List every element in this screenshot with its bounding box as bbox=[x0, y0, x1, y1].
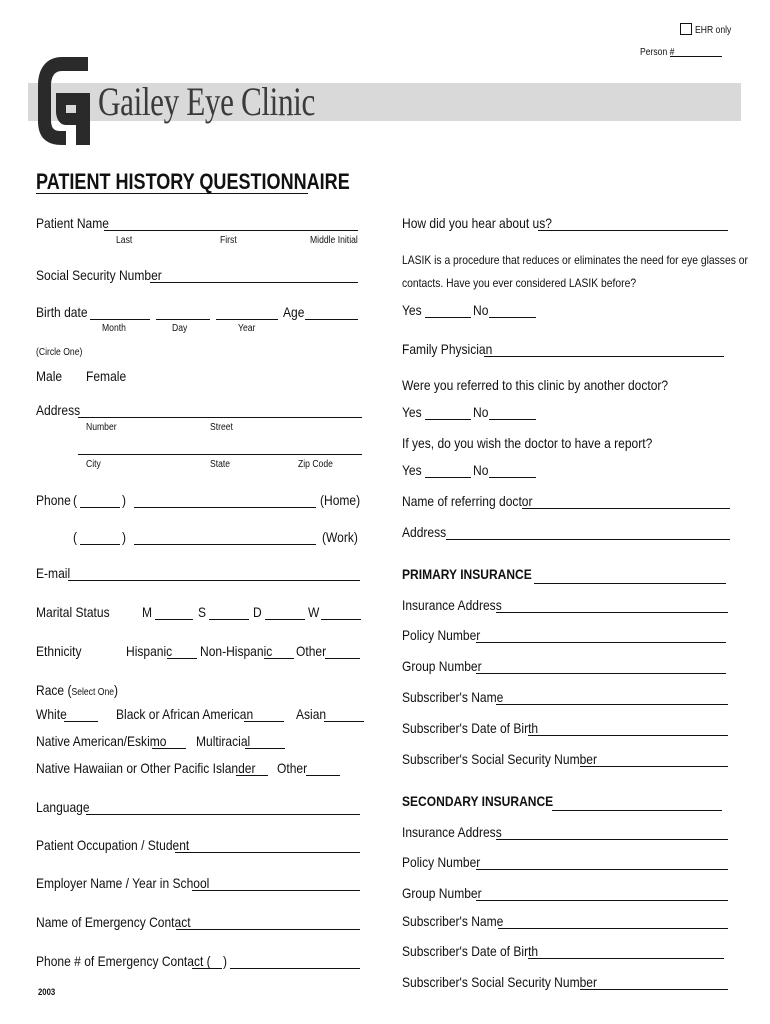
ssn-label: Social Security Number bbox=[36, 267, 162, 283]
family-physician-field[interactable] bbox=[484, 356, 724, 357]
person-number-field[interactable] bbox=[670, 56, 722, 57]
address-state-label: State bbox=[210, 459, 231, 470]
race-other-label: Other bbox=[277, 760, 308, 776]
work-phone-field[interactable] bbox=[134, 544, 316, 545]
form-title-underline bbox=[36, 193, 308, 194]
marital-w-field[interactable] bbox=[321, 619, 361, 620]
name-first-label: First bbox=[220, 235, 237, 246]
lasik-text-line2: contacts. Have you ever considered LASIK before? bbox=[402, 276, 637, 290]
work-label: (Work) bbox=[322, 529, 358, 545]
ehr-only-label: EHR only bbox=[695, 25, 732, 36]
native-american-field[interactable] bbox=[152, 748, 186, 749]
black-field[interactable] bbox=[244, 721, 284, 722]
ehr-only-checkbox[interactable] bbox=[680, 23, 692, 35]
birth-date-label: Birth date bbox=[36, 304, 88, 320]
secondary-group-number-label: Group Number bbox=[402, 885, 482, 901]
report-yes-label: Yes bbox=[402, 462, 422, 478]
secondary-insurance-heading: SECONDARY INSURANCE bbox=[402, 793, 554, 809]
secondary-policy-number-label: Policy Number bbox=[402, 854, 481, 870]
birth-day-label: Day bbox=[172, 323, 188, 334]
secondary-policy-number-field[interactable] bbox=[476, 869, 728, 870]
non-hispanic-field[interactable] bbox=[264, 658, 294, 659]
white-field[interactable] bbox=[64, 721, 98, 722]
secondary-subscriber-ssn-field[interactable] bbox=[580, 989, 728, 990]
name-last-label: Last bbox=[116, 235, 133, 246]
address-street-field[interactable] bbox=[78, 417, 362, 418]
secondary-subscriber-ssn-label: Subscriber's Social Security Number bbox=[402, 974, 598, 990]
secondary-subscriber-name-field[interactable] bbox=[498, 928, 728, 929]
asian-field[interactable] bbox=[324, 721, 364, 722]
primary-subscriber-dob-label: Subscriber's Date of Birth bbox=[402, 720, 539, 736]
referred-question: Were you referred to this clinic by another doctor? bbox=[402, 377, 669, 393]
family-physician-label: Family Physician bbox=[402, 341, 493, 357]
referred-no-field[interactable] bbox=[489, 419, 536, 420]
occupation-field[interactable] bbox=[175, 852, 360, 853]
clinic-name: Gailey Eye Clinic bbox=[98, 79, 315, 124]
birth-year-field[interactable] bbox=[216, 319, 278, 320]
referred-yes-label: Yes bbox=[402, 404, 422, 420]
address-zip-label: Zip Code bbox=[298, 459, 333, 470]
secondary-insurance-address-field[interactable] bbox=[496, 839, 728, 840]
primary-insurance-address-label: Insurance Address bbox=[402, 597, 502, 613]
native-hawaiian-field[interactable] bbox=[236, 775, 268, 776]
lasik-yes-field[interactable] bbox=[425, 317, 471, 318]
race-label-close: ) bbox=[114, 682, 119, 698]
emergency-phone-close: ) bbox=[223, 953, 228, 969]
race-select-one: Select One bbox=[71, 687, 115, 698]
secondary-subscriber-name-label: Subscriber's Name bbox=[402, 913, 504, 929]
birth-day-field[interactable] bbox=[156, 319, 210, 320]
referring-doctor-label: Name of referring doctor bbox=[402, 493, 533, 509]
hear-about-label: How did you hear about us? bbox=[402, 215, 552, 231]
ethnicity-other-label: Other bbox=[296, 643, 327, 659]
race-label-text: Race ( bbox=[36, 682, 72, 698]
patient-name-label: Patient Name bbox=[36, 215, 109, 231]
referred-yes-field[interactable] bbox=[425, 419, 471, 420]
work-area-code-field[interactable] bbox=[80, 544, 120, 545]
emergency-contact-field[interactable] bbox=[176, 929, 360, 930]
sex-female-option[interactable]: Female bbox=[86, 368, 127, 384]
secondary-insurance-field[interactable] bbox=[552, 810, 722, 811]
home-paren-open: ( bbox=[73, 492, 78, 508]
birth-month-field[interactable] bbox=[90, 319, 150, 320]
form-title: PATIENT HISTORY QUESTIONNAIRE bbox=[36, 169, 350, 194]
referred-no-label: No bbox=[473, 404, 489, 420]
secondary-subscriber-dob-label: Subscriber's Date of Birth bbox=[402, 943, 539, 959]
marital-s-field[interactable] bbox=[209, 619, 249, 620]
birth-month-label: Month bbox=[102, 323, 126, 334]
lasik-no-field[interactable] bbox=[489, 317, 536, 318]
native-american-label: Native American/Eskimo bbox=[36, 733, 167, 749]
footer-year: 2003 bbox=[38, 987, 56, 997]
address-city-label: City bbox=[86, 459, 101, 470]
home-label: (Home) bbox=[320, 492, 361, 508]
referring-address-field[interactable] bbox=[446, 539, 730, 540]
age-field[interactable] bbox=[305, 319, 358, 320]
asian-label: Asian bbox=[296, 706, 327, 722]
referring-doctor-field[interactable] bbox=[522, 508, 730, 509]
person-number-label: Person # bbox=[640, 47, 675, 58]
primary-policy-number-field[interactable] bbox=[476, 642, 726, 643]
secondary-insurance-address-label: Insurance Address bbox=[402, 824, 502, 840]
home-phone-field[interactable] bbox=[134, 507, 316, 508]
emergency-phone-label: Phone # of Emergency Contact ( bbox=[36, 953, 211, 969]
phone-label: Phone bbox=[36, 492, 71, 508]
black-label: Black or African American bbox=[116, 706, 254, 722]
primary-subscriber-name-label: Subscriber's Name bbox=[402, 689, 504, 705]
multiracial-field[interactable] bbox=[245, 748, 285, 749]
primary-subscriber-dob-field[interactable] bbox=[528, 735, 728, 736]
address-city-field[interactable] bbox=[78, 454, 362, 455]
name-middle-label: Middle Initial bbox=[310, 235, 358, 246]
email-field[interactable] bbox=[68, 580, 360, 581]
report-yes-field[interactable] bbox=[425, 477, 471, 478]
email-label: E-mail bbox=[36, 565, 71, 581]
lasik-yes-label: Yes bbox=[402, 302, 422, 318]
secondary-subscriber-dob-field[interactable] bbox=[528, 958, 724, 959]
work-paren-open: ( bbox=[73, 529, 78, 545]
primary-insurance-field[interactable] bbox=[534, 583, 726, 584]
address-number-label: Number bbox=[86, 422, 117, 433]
emergency-area-code-field[interactable] bbox=[192, 968, 222, 969]
home-area-code-field[interactable] bbox=[80, 507, 120, 508]
native-hawaiian-label: Native Hawaiian or Other Pacific Islander bbox=[36, 760, 256, 776]
lasik-no-label: No bbox=[473, 302, 489, 318]
non-hispanic-label: Non-Hispanic bbox=[200, 643, 273, 659]
primary-group-number-label: Group Number bbox=[402, 658, 482, 674]
circle-one-label: (Circle One) bbox=[36, 347, 83, 358]
language-field[interactable] bbox=[86, 814, 360, 815]
report-question: If yes, do you wish the doctor to have a report? bbox=[402, 435, 653, 451]
ethnicity-label: Ethnicity bbox=[36, 643, 82, 659]
white-label: White bbox=[36, 706, 67, 722]
primary-subscriber-name-field[interactable] bbox=[496, 704, 728, 705]
primary-insurance-address-field[interactable] bbox=[496, 612, 728, 613]
primary-subscriber-ssn-field[interactable] bbox=[580, 766, 728, 767]
marital-w-label: W bbox=[308, 604, 320, 620]
sex-male-option[interactable]: Male bbox=[36, 368, 63, 384]
language-label: Language bbox=[36, 799, 90, 815]
marital-m-label: M bbox=[142, 604, 153, 620]
marital-d-label: D bbox=[253, 604, 262, 620]
marital-d-field[interactable] bbox=[265, 619, 305, 620]
patient-name-field[interactable] bbox=[104, 230, 358, 231]
ssn-field[interactable] bbox=[150, 282, 358, 283]
primary-policy-number-label: Policy Number bbox=[402, 627, 481, 643]
report-no-field[interactable] bbox=[489, 477, 536, 478]
primary-insurance-heading: PRIMARY INSURANCE bbox=[402, 566, 532, 582]
work-paren-close: ) bbox=[122, 529, 127, 545]
birth-year-label: Year bbox=[238, 323, 256, 334]
emergency-phone-field[interactable] bbox=[230, 968, 360, 969]
hispanic-field[interactable] bbox=[167, 658, 197, 659]
race-other-field[interactable] bbox=[306, 775, 340, 776]
address-label: Address bbox=[36, 402, 81, 418]
occupation-label: Patient Occupation / Student bbox=[36, 837, 190, 853]
marital-s-label: S bbox=[198, 604, 207, 620]
clinic-logo-icon bbox=[36, 55, 94, 147]
emergency-contact-label: Name of Emergency Contact bbox=[36, 914, 191, 930]
race-label bbox=[36, 682, 118, 701]
home-paren-close: ) bbox=[122, 492, 127, 508]
referring-address-label: Address bbox=[402, 524, 447, 540]
employer-field[interactable] bbox=[192, 890, 360, 891]
report-no-label: No bbox=[473, 462, 489, 478]
secondary-group-number-field[interactable] bbox=[476, 900, 728, 901]
ethnicity-other-field[interactable] bbox=[325, 658, 360, 659]
employer-label: Employer Name / Year in School bbox=[36, 875, 210, 891]
address-street-label: Street bbox=[210, 422, 233, 433]
lasik-text-line1: LASIK is a procedure that reduces or eliminates the need for eye glasses or bbox=[402, 253, 748, 267]
marital-status-label: Marital Status bbox=[36, 604, 110, 620]
age-label: Age bbox=[283, 304, 305, 320]
marital-m-field[interactable] bbox=[155, 619, 193, 620]
hispanic-label: Hispanic bbox=[126, 643, 173, 659]
hear-about-field[interactable] bbox=[538, 230, 728, 231]
primary-subscriber-ssn-label: Subscriber's Social Security Number bbox=[402, 751, 598, 767]
primary-group-number-field[interactable] bbox=[476, 673, 726, 674]
multiracial-label: Multiracial bbox=[196, 733, 251, 749]
